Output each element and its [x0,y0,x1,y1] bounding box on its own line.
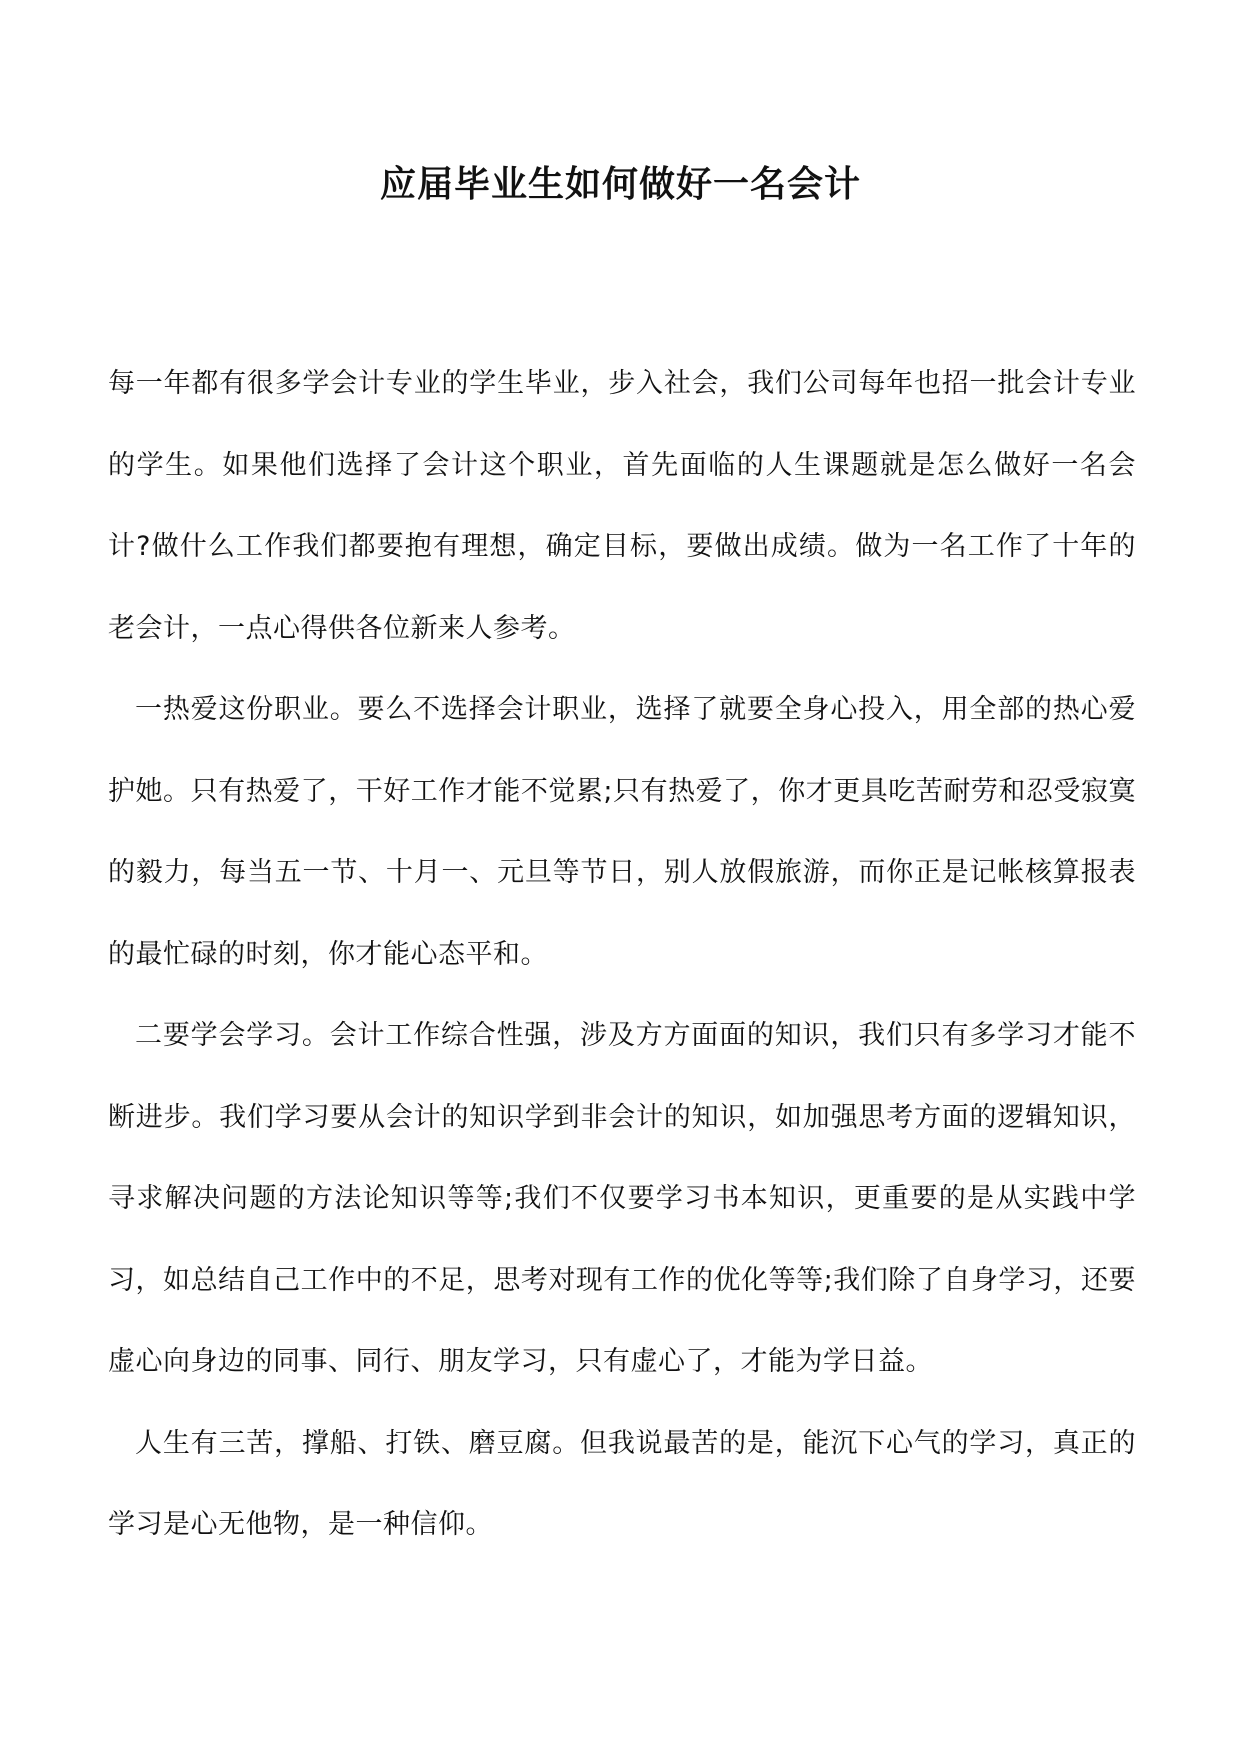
paragraph-learn-to-learn: 二要学会学习。会计工作综合性强，涉及方方面面的知识，我们只有多学习才能不断进步。我们学习要从会计的知识学到非会计的知识，如加强思考方面的逻辑知识，寻求解决问题的方法论知识等等;我们不仅要学习书本知识，更重要的是从实践中学习，如总结自己工作中的不足，思考对现有工作的优化等等;我们除了自身学习，还要虚心向身边的同事、同行、朋友学习，只有虚心了，才能为学日益。 [108,1020,1136,1377]
paragraph-love-profession: 一热爱这份职业。要么不选择会计职业，选择了就要全身心投入，用全部的热心爱护她。只有热爱了，干好工作才能不觉累;只有热爱了，你才更具吃苦耐劳和忍受寂寞的毅力，每当五一节、十月一、元旦等节日，别人放假旅游，而你正是记帐核算报表的最忙碌的时刻，你才能心态平和。 [108,694,1136,970]
paragraph-three-hardships: 人生有三苦，撑船、打铁、磨豆腐。但我说最苦的是，能沉下心气的学习，真正的学习是心无他物，是一种信仰。 [108,1427,1136,1540]
paragraph-intro: 每一年都有很多学会计专业的学生毕业，步入社会，我们公司每年也招一批会计专业的学生。如果他们选择了会计这个职业，首先面临的人生课题就是怎么做好一名会计?做什么工作我们都要抱有理想，确定目标，要做出成绩。做为一名工作了十年的老会计，一点心得供各位新来人参考。 [108,368,1136,644]
document-title: 应届毕业生如何做好一名会计 [379,164,861,205]
document-body [108,343,1136,1566]
